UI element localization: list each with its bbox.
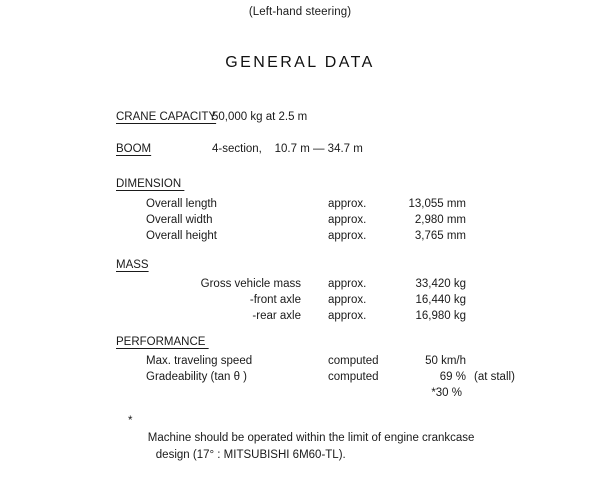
row-qualifier: computed	[328, 355, 379, 367]
row-value: 16,980 kg	[415, 310, 466, 322]
row-label: -front axle	[249, 294, 301, 306]
row-value: 16,440 kg	[415, 294, 466, 306]
table-row	[116, 230, 536, 246]
table-row-secondary	[116, 387, 536, 403]
row-note: (at stall)	[474, 371, 515, 383]
table-row	[116, 214, 536, 230]
footnote-continued	[143, 430, 563, 481]
table-row	[116, 294, 536, 310]
row-label: -rear axle	[252, 310, 301, 322]
section-heading-performance: PERFORMANCE	[116, 336, 209, 348]
boom-value: 4-section, 10.7 m — 34.7 m	[212, 143, 363, 155]
row-value: 33,420 kg	[415, 278, 466, 290]
footnote-marker: *	[128, 415, 133, 427]
row-label: Overall height	[146, 230, 217, 242]
row-qualifier: computed	[328, 371, 379, 383]
row-label: Max. traveling speed	[146, 355, 253, 367]
table-row	[116, 310, 536, 326]
row-label: Overall length	[146, 198, 217, 210]
page-title: GENERAL DATA	[225, 54, 375, 71]
row-qualifier: approx.	[328, 214, 367, 226]
performance-secondary-value: *30 %	[431, 387, 462, 399]
row-label: Gradeability (tan θ )	[146, 371, 247, 383]
crane-capacity-value: 50,000 kg at 2.5 m	[212, 111, 308, 123]
section-heading-mass: MASS	[116, 259, 149, 271]
row-value: 3,765 mm	[414, 230, 466, 242]
row-qualifier: approx.	[328, 294, 367, 306]
table-row	[116, 278, 536, 294]
row-label: Overall width	[146, 214, 213, 226]
footnote-line-1: Machine should be operated within the limit of engine crankcase	[147, 432, 475, 444]
section-heading-boom: BOOM	[116, 143, 152, 155]
row-value: 50 km/h	[425, 355, 466, 367]
row-qualifier: approx.	[328, 278, 367, 290]
row-value: 2,980 mm	[414, 214, 466, 226]
row-qualifier: approx.	[328, 310, 367, 322]
table-row	[116, 198, 536, 214]
table-row	[116, 355, 536, 371]
section-heading-dimension: DIMENSION	[116, 178, 185, 190]
row-value: 69 %	[439, 371, 466, 383]
row-qualifier: approx.	[328, 230, 367, 242]
row-value: 13,055 mm	[408, 198, 466, 210]
row-label: Gross vehicle mass	[200, 278, 301, 290]
footnote-line-2: design (17° : MITSUBISHI 6M60-TL).	[155, 449, 346, 461]
section-heading-crane-capacity: CRANE CAPACITY	[116, 111, 217, 123]
row-qualifier: approx.	[328, 198, 367, 210]
table-row	[116, 371, 536, 387]
steering-note: (Left-hand steering)	[248, 6, 352, 18]
